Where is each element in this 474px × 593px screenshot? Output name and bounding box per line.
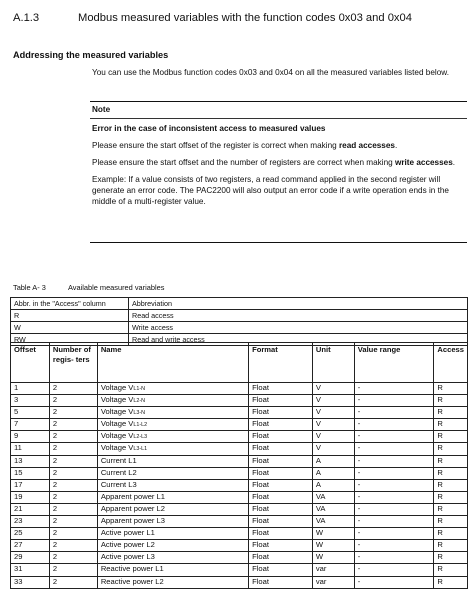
note-divider	[90, 118, 467, 119]
cell-access: R	[434, 383, 468, 395]
header-format: Format	[249, 343, 313, 383]
table-row	[11, 443, 468, 455]
cell-name	[97, 528, 248, 540]
cell-name	[97, 443, 248, 455]
cell-offset: 15	[11, 467, 50, 479]
table-row	[11, 383, 468, 395]
table-row	[11, 516, 468, 528]
cell-range: -	[354, 431, 434, 443]
cell-unit: VA	[312, 503, 354, 515]
variable-name-subscript: L2-L3	[133, 434, 148, 441]
cell-unit: W	[312, 528, 354, 540]
cell-regs: 2	[49, 564, 97, 576]
variable-name: Active power L1	[100, 528, 155, 538]
cell-access: R	[434, 443, 468, 455]
note-box	[90, 101, 467, 243]
cell-format: Float	[249, 576, 313, 588]
cell-access: R	[434, 564, 468, 576]
cell-name	[97, 479, 248, 491]
cell-name	[97, 467, 248, 479]
note-paragraph-write: Please ensure the start offset and the number of registers are correct when making write accesses.	[92, 158, 456, 167]
cell-unit: VA	[312, 516, 354, 528]
variable-name-subscript: L3-N	[133, 410, 146, 417]
table-row	[11, 528, 468, 540]
cell-regs: 2	[49, 491, 97, 503]
cell-regs: 2	[49, 383, 97, 395]
variable-name: Voltage V	[100, 443, 134, 453]
cell-regs: 2	[49, 443, 97, 455]
cell-range: -	[354, 407, 434, 419]
measured-variables-table	[10, 342, 468, 589]
cell-regs: 2	[49, 540, 97, 552]
abbr-code-cell: W	[11, 322, 129, 334]
table-caption-text: Available measured variables	[68, 283, 165, 292]
abbreviation-table-header	[11, 298, 468, 310]
cell-name	[97, 564, 248, 576]
cell-format: Float	[249, 431, 313, 443]
abbr-meaning-cell: Read access	[129, 310, 468, 322]
cell-access: R	[434, 503, 468, 515]
cell-format: Float	[249, 540, 313, 552]
cell-format: Float	[249, 564, 313, 576]
cell-unit: V	[312, 419, 354, 431]
cell-regs: 2	[49, 431, 97, 443]
cell-format: Float	[249, 395, 313, 407]
keyword-read-accesses: read accesses	[338, 141, 395, 150]
cell-format: Float	[249, 528, 313, 540]
abbr-meaning-cell: Read and write access	[129, 334, 468, 346]
cell-unit: W	[312, 552, 354, 564]
cell-range: -	[354, 491, 434, 503]
cell-format: Float	[249, 407, 313, 419]
cell-regs: 2	[49, 516, 97, 528]
header-access: Access	[434, 343, 468, 383]
table-row	[11, 479, 468, 491]
cell-offset: 19	[11, 491, 50, 503]
cell-name	[97, 455, 248, 467]
table-row	[11, 540, 468, 552]
note-paragraph-read: Please ensure the start offset of the register is correct when making read accesses.	[92, 141, 398, 150]
note-heading: Error in the case of inconsistent access to measured values	[92, 124, 326, 133]
variable-name: Current L3	[100, 479, 137, 489]
cell-format: Float	[249, 516, 313, 528]
cell-access: R	[434, 407, 468, 419]
cell-offset: 17	[11, 479, 50, 491]
cell-access: R	[434, 540, 468, 552]
cell-access: R	[434, 528, 468, 540]
cell-unit: V	[312, 395, 354, 407]
abbr-header-col1: Abbr. in the "Access" column	[11, 298, 129, 310]
cell-access: R	[434, 552, 468, 564]
variable-name-subscript: L1-L2	[133, 422, 148, 429]
cell-format: Float	[249, 467, 313, 479]
variable-name: Voltage V	[100, 383, 134, 392]
cell-unit: A	[312, 479, 354, 491]
cell-access: R	[434, 491, 468, 503]
cell-range: -	[354, 516, 434, 528]
section-number: A.1.3	[13, 12, 40, 24]
cell-regs: 2	[49, 528, 97, 540]
header-offset: Offset	[11, 343, 50, 383]
variables-table-header	[11, 343, 468, 383]
cell-format: Float	[249, 552, 313, 564]
cell-offset: 23	[11, 516, 50, 528]
cell-unit: V	[312, 383, 354, 395]
cell-range: -	[354, 552, 434, 564]
cell-access: R	[434, 479, 468, 491]
cell-format: Float	[249, 491, 313, 503]
cell-name	[97, 491, 248, 503]
table-row	[11, 395, 468, 407]
abbreviation-table	[10, 297, 468, 346]
table-row	[11, 491, 468, 503]
cell-range: -	[354, 503, 434, 515]
cell-access: R	[434, 467, 468, 479]
cell-unit: V	[312, 443, 354, 455]
cell-offset: 27	[11, 540, 50, 552]
cell-range: -	[354, 540, 434, 552]
variable-name: Active power L3	[100, 552, 155, 562]
cell-name	[97, 383, 248, 395]
table-row	[11, 407, 468, 419]
cell-range: -	[354, 419, 434, 431]
abbr-header-col2: Abbreviation	[129, 298, 468, 310]
variable-name: Voltage V	[100, 419, 134, 429]
cell-access: R	[434, 516, 468, 528]
cell-regs: 2	[49, 576, 97, 588]
cell-regs: 2	[49, 552, 97, 564]
table-row	[11, 310, 468, 322]
cell-range: -	[354, 383, 434, 395]
table-row	[11, 455, 468, 467]
note-label: Note	[92, 105, 111, 114]
cell-offset: 31	[11, 564, 50, 576]
variable-name: Current L1	[100, 455, 137, 465]
cell-name	[97, 395, 248, 407]
cell-format: Float	[249, 503, 313, 515]
header-number-of-registers: Number of regis- ters	[49, 343, 97, 383]
cell-unit: V	[312, 407, 354, 419]
cell-unit: V	[312, 431, 354, 443]
table-row	[11, 576, 468, 588]
cell-regs: 2	[49, 479, 97, 491]
cell-range: -	[354, 528, 434, 540]
cell-offset: 9	[11, 431, 50, 443]
cell-offset: 1	[11, 383, 50, 395]
cell-offset: 13	[11, 455, 50, 467]
table-row	[11, 564, 468, 576]
table-row	[11, 431, 468, 443]
header-unit: Unit	[312, 343, 354, 383]
header-name: Name	[97, 343, 248, 383]
cell-unit: var	[312, 576, 354, 588]
cell-access: R	[434, 576, 468, 588]
cell-offset: 33	[11, 576, 50, 588]
cell-regs: 2	[49, 407, 97, 419]
cell-unit: VA	[312, 491, 354, 503]
cell-name	[97, 516, 248, 528]
variable-name: Current L2	[100, 467, 137, 477]
cell-name	[97, 419, 248, 431]
cell-regs: 2	[49, 419, 97, 431]
table-row	[11, 419, 468, 431]
table-caption	[13, 283, 164, 292]
cell-format: Float	[249, 443, 313, 455]
cell-access: R	[434, 431, 468, 443]
variable-name-subscript: L2-N	[133, 398, 146, 405]
cell-name	[97, 431, 248, 443]
variable-name: Voltage V	[100, 407, 134, 417]
cell-unit: W	[312, 540, 354, 552]
section-heading	[13, 12, 412, 24]
cell-range: -	[354, 479, 434, 491]
cell-format: Float	[249, 479, 313, 491]
table-caption-id: Table A- 3	[13, 283, 46, 292]
cell-range: -	[354, 564, 434, 576]
cell-name	[97, 540, 248, 552]
cell-regs: 2	[49, 395, 97, 407]
subsection-title: Addressing the measured variables	[13, 50, 169, 60]
cell-range: -	[354, 395, 434, 407]
variable-name: Apparent power L2	[100, 503, 165, 513]
variable-name-subscript: L1-N	[133, 386, 146, 392]
cell-offset: 11	[11, 443, 50, 455]
cell-unit: A	[312, 455, 354, 467]
keyword-write-accesses: write accesses	[394, 158, 453, 167]
abbr-code-cell: RW	[11, 334, 129, 346]
variable-name: Reactive power L2	[100, 576, 164, 586]
cell-offset: 5	[11, 407, 50, 419]
cell-range: -	[354, 467, 434, 479]
table-row	[11, 552, 468, 564]
variable-name: Apparent power L3	[100, 516, 165, 526]
variable-name: Apparent power L1	[100, 491, 165, 501]
cell-range: -	[354, 455, 434, 467]
cell-name	[97, 576, 248, 588]
cell-regs: 2	[49, 455, 97, 467]
cell-format: Float	[249, 455, 313, 467]
variable-name-subscript: L3-L1	[133, 446, 148, 453]
cell-access: R	[434, 419, 468, 431]
cell-offset: 25	[11, 528, 50, 540]
table-row	[11, 503, 468, 515]
cell-offset: 3	[11, 395, 50, 407]
cell-access: R	[434, 455, 468, 467]
cell-access: R	[434, 395, 468, 407]
cell-regs: 2	[49, 503, 97, 515]
cell-range: -	[354, 576, 434, 588]
cell-offset: 21	[11, 503, 50, 515]
abbr-meaning-cell: Write access	[129, 322, 468, 334]
variable-name: Reactive power L1	[100, 564, 164, 574]
intro-paragraph: You can use the Modbus function codes 0x03 and 0x04 on all the measured variables listed below.	[92, 68, 449, 77]
cell-format: Float	[249, 419, 313, 431]
cell-name	[97, 503, 248, 515]
variable-name: Voltage V	[100, 431, 134, 441]
cell-regs: 2	[49, 467, 97, 479]
abbr-code-cell: R	[11, 310, 129, 322]
variable-name: Active power L2	[100, 540, 155, 550]
table-row	[11, 467, 468, 479]
note-paragraph-example: Example: If a value consists of two registers, a read command applied in the second register will generate an error code. The PAC2200 will also output an error code if a write operation ends in the middle of a multi-register value.	[92, 175, 449, 206]
section-title: Modbus measured variables with the function codes 0x03 and 0x04	[78, 12, 412, 24]
cell-name	[97, 407, 248, 419]
header-value-range: Value range	[354, 343, 434, 383]
cell-offset: 7	[11, 419, 50, 431]
cell-range: -	[354, 443, 434, 455]
cell-name	[97, 552, 248, 564]
table-row	[11, 322, 468, 334]
cell-offset: 29	[11, 552, 50, 564]
cell-unit: A	[312, 467, 354, 479]
variable-name: Voltage V	[100, 395, 134, 405]
cell-unit: var	[312, 564, 354, 576]
cell-format: Float	[249, 383, 313, 395]
